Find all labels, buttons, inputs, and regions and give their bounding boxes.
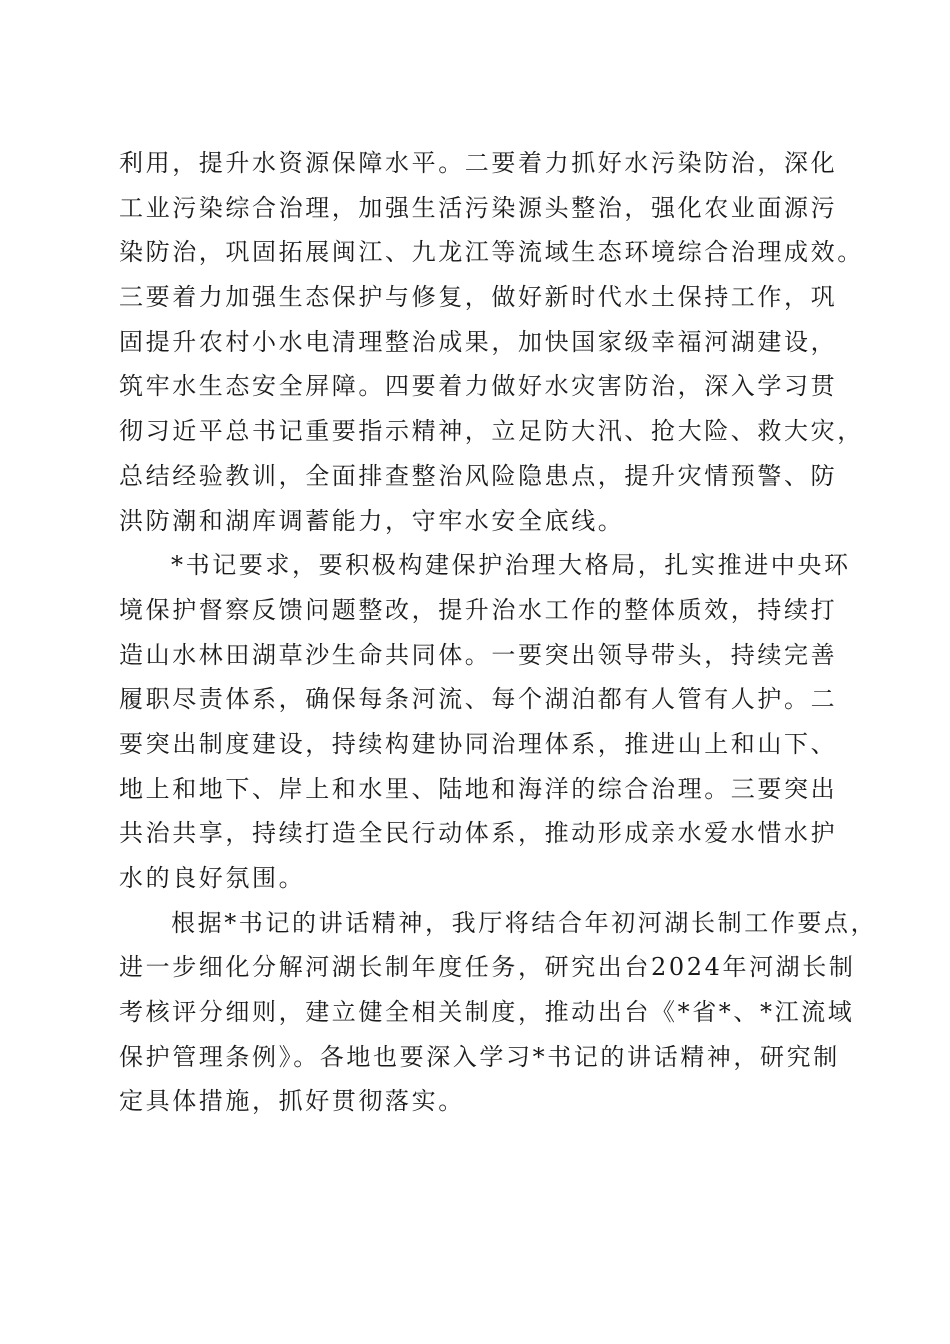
paragraph-line: 利用，提升水资源保障水平。二要着力抓好水污染防治，深化 [119, 149, 838, 177]
paragraph-line: 总结经验教训，全面排查整治风险隐患点，提升灾情预警、防 [119, 461, 838, 490]
paragraph-line: 工业污染综合治理，加强生活污染源头整治，强化农业面源污 [119, 193, 838, 222]
paragraph-line: 固提升农村小水电清理整治成果，加快国家级幸福河湖建设， [119, 327, 838, 356]
paragraph-line: 履职尽责体系，确保每条河流、每个湖泊都有人管有人护。二 [119, 685, 838, 714]
paragraph-line: 造山水林田湖草沙生命共同体。一要突出领导带头，持续完善 [119, 640, 838, 669]
paragraph-line: 保护管理条例》。各地也要深入学习*书记的讲话精神，研究制 [119, 1042, 840, 1071]
paragraph-line: 筑牢水生态安全屏障。四要着力做好水灾害防治，深入学习贯 [119, 372, 838, 401]
paragraph-line: 要突出制度建设，持续构建协同治理体系，推进山上和山下、 [119, 729, 838, 758]
paragraph-3 [119, 901, 878, 1124]
paragraph-line: 进一步细化分解河湖长制年度任务，研究出台2024年河湖长制 [119, 953, 856, 982]
paragraph-line: 根据*书记的讲话精神，我厅将结合年初河湖长制工作要点， [171, 908, 878, 937]
paragraph-line: *书记要求，要积极构建保护治理大格局，扎实推进中央环 [171, 551, 851, 580]
paragraph-1 [119, 141, 864, 543]
paragraph-line: 境保护督察反馈问题整改，提升治水工作的整体质效，持续打 [119, 595, 838, 624]
paragraph-line: 三要着力加强生态保护与修复，做好新时代水土保持工作，巩 [119, 283, 838, 312]
paragraph-line: 洪防潮和湖库调蓄能力，守牢水安全底线。 [119, 506, 625, 535]
paragraph-line: 水的良好氛围。 [119, 864, 306, 892]
paragraph-2 [119, 543, 849, 901]
paragraph-line: 彻习近平总书记重要指示精神，立足防大汛、抢大险、救大灾， [119, 417, 864, 446]
paragraph-line: 定具体措施，抓好贯彻落实。 [119, 1087, 465, 1116]
document-body [119, 141, 878, 1124]
paragraph-line: 染防治，巩固拓展闽江、九龙江等流域生态环境综合治理成效。 [119, 238, 864, 267]
paragraph-line: 地上和地下、岸上和水里、陆地和海洋的综合治理。三要突出 [119, 774, 838, 803]
paragraph-line: 考核评分细则，建立健全相关制度，推动出台《*省*、*江流域 [119, 998, 855, 1027]
paragraph-line: 共治共享，持续打造全民行动体系，推动形成亲水爱水惜水护 [119, 819, 838, 848]
